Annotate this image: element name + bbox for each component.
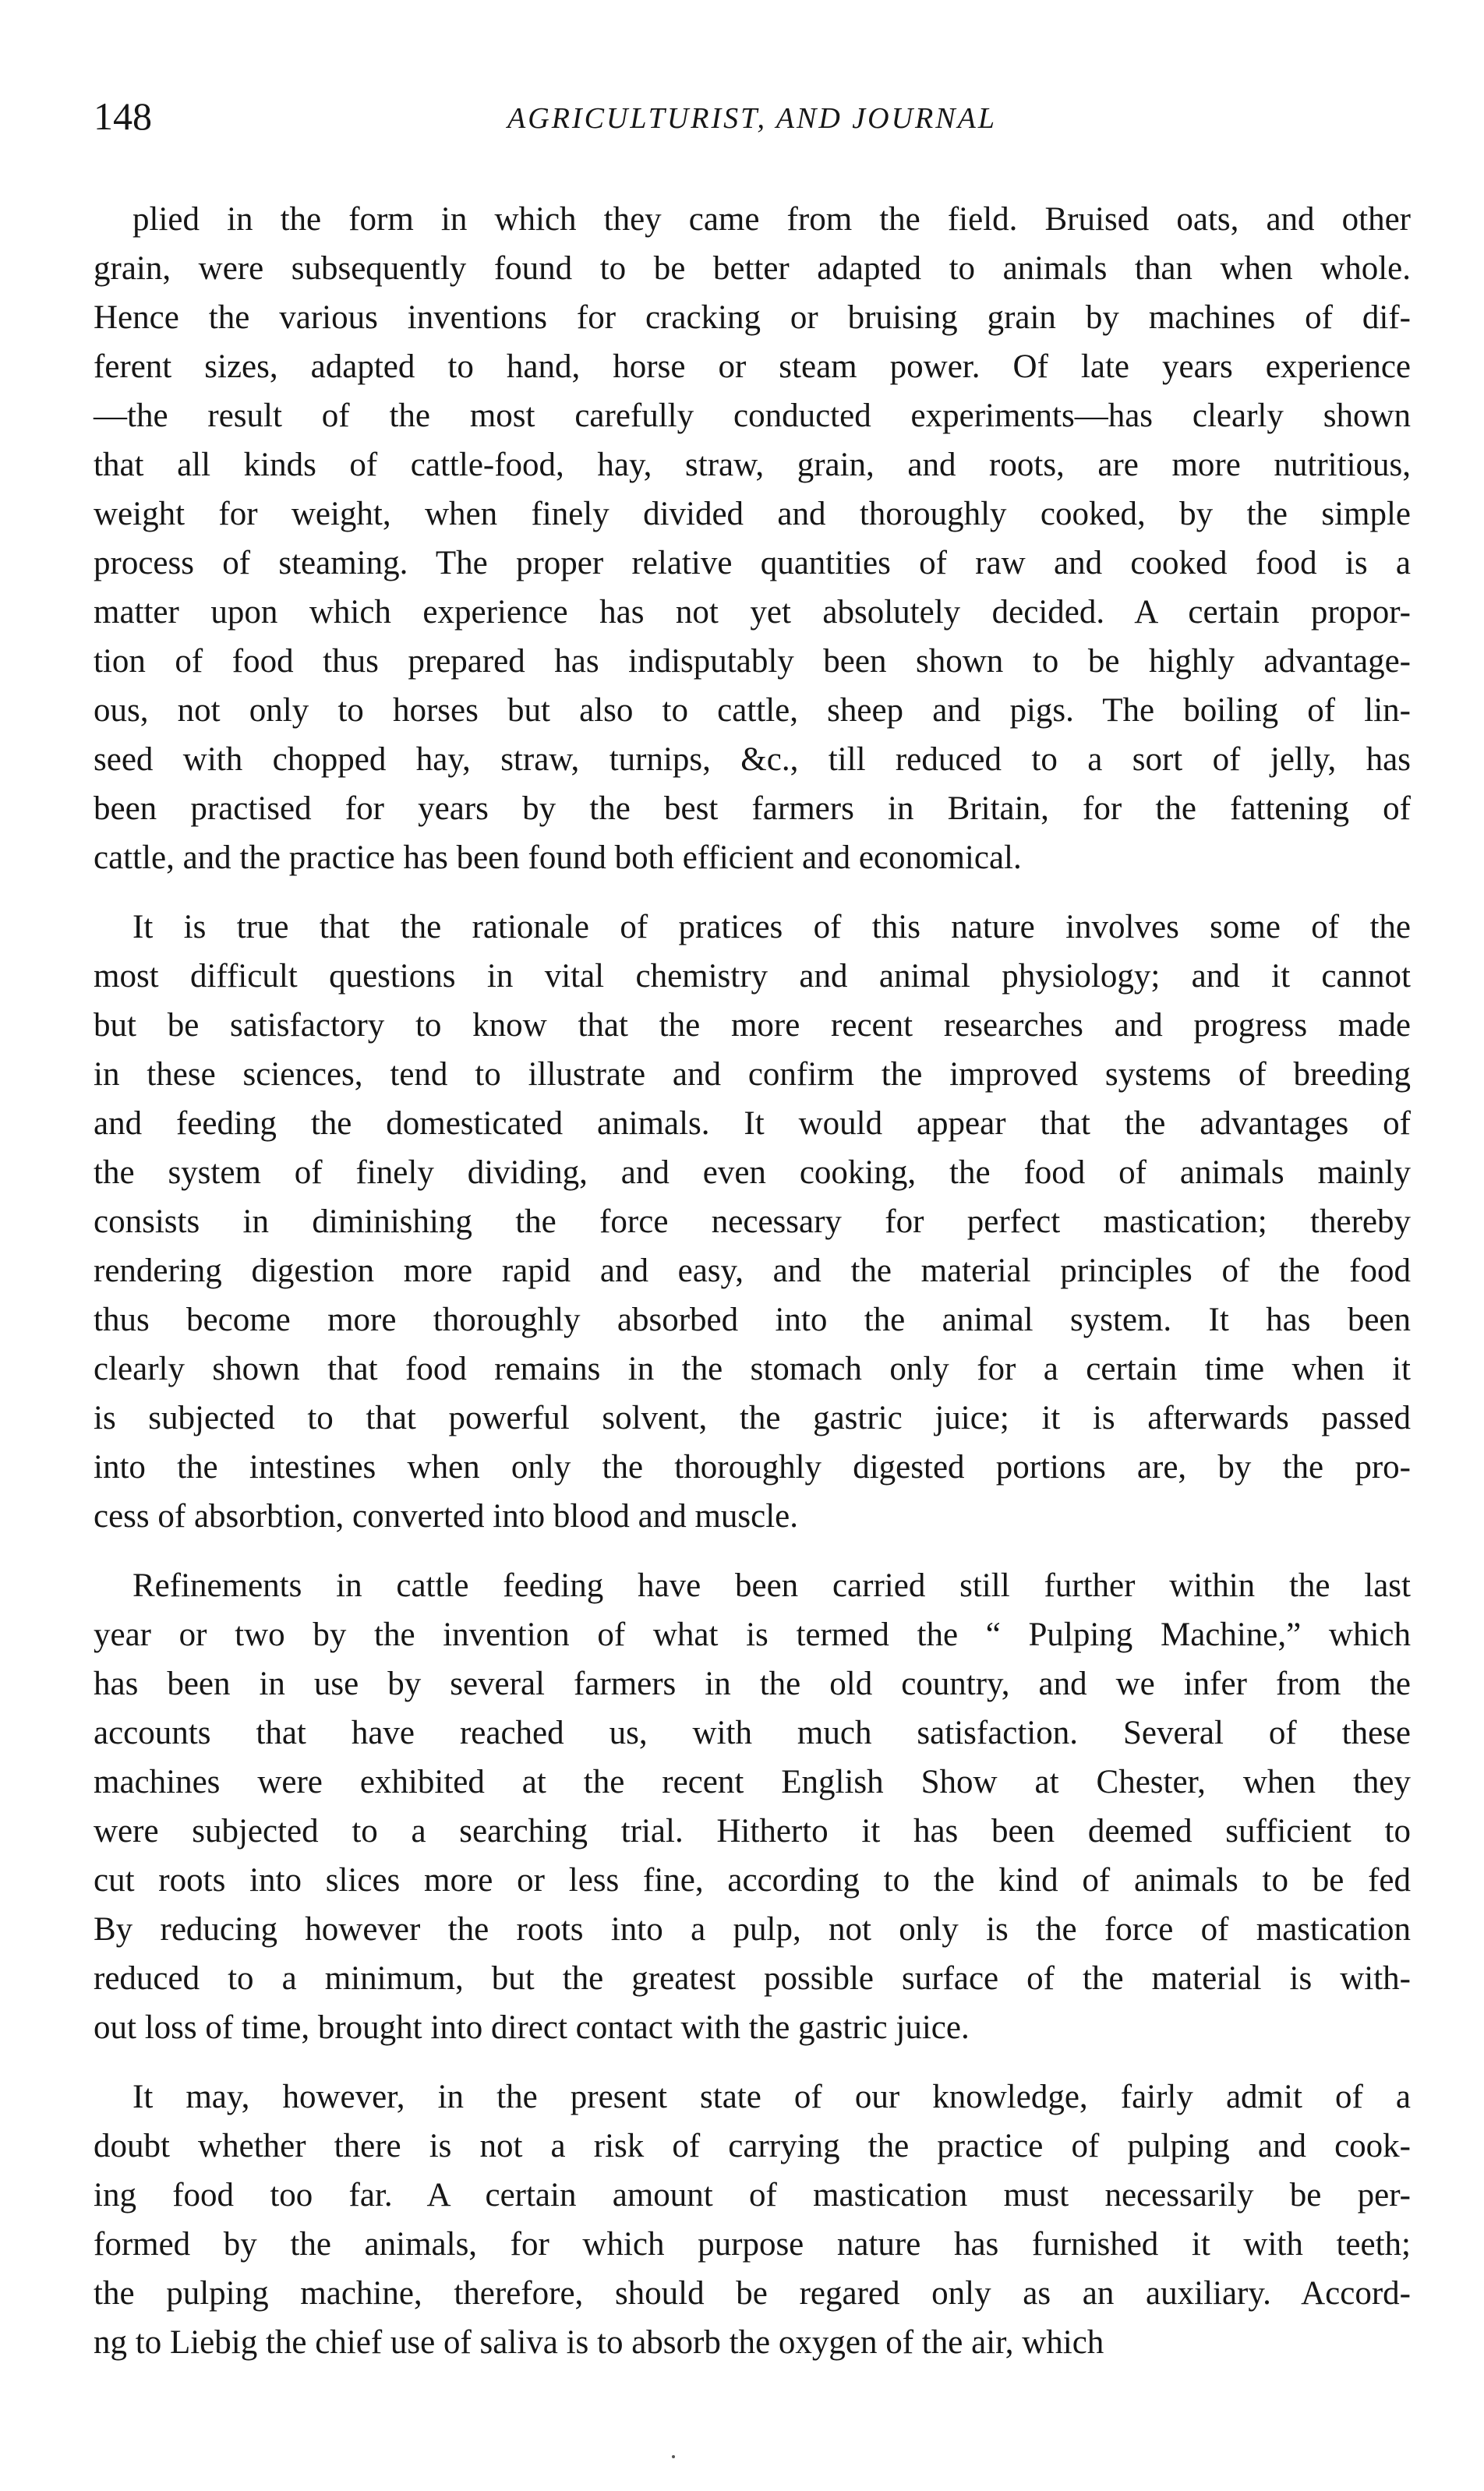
paragraph: [94, 195, 1411, 882]
text-line: cattle, and the practice has been found both efficient and economical.: [94, 839, 1022, 876]
text-line: ferent sizes, adapted to hand, horse or steam power. Of late years experience: [94, 348, 1411, 385]
text-line: ous, not only to horses but also to cattle, sheep and pigs. The boiling of lin-: [94, 692, 1411, 729]
text-line: seed with chopped hay, straw, turnips, &c., till reduced to a sort of jelly, has: [94, 741, 1411, 778]
text-line: year or two by the invention of what is termed the “ Pulping Machine,” which: [94, 1616, 1411, 1653]
text-line: but be satisfactory to know that the more recent researches and progress made: [94, 1007, 1411, 1044]
text-line: matter upon which experience has not yet absolutely decided. A certain propor-: [94, 594, 1411, 631]
text-line: formed by the animals, for which purpose nature has furnished it with teeth;: [94, 2226, 1411, 2263]
paragraph: [94, 903, 1411, 1541]
text-line: been practised for years by the best farmers in Britain, for the fattening of: [94, 790, 1411, 827]
text-line: weight for weight, when finely divided and thoroughly cooked, by the simple: [94, 496, 1411, 532]
text-line: and feeding the domesticated animals. It would appear that the advantages of: [94, 1105, 1411, 1142]
text-line: reduced to a minimum, but the greatest possible surface of the material is with-: [94, 1960, 1411, 1997]
text-line: Hence the various inventions for cracking or bruising grain by machines of dif-: [94, 299, 1411, 336]
text-line: is subjected to that powerful solvent, the gastric juice; it is afterwards passed: [94, 1400, 1411, 1436]
text-line: into the intestines when only the thoroughly digested portions are, by the pro-: [94, 1449, 1411, 1486]
text-line: accounts that have reached us, with much satisfaction. Several of these: [94, 1715, 1411, 1751]
text-line: that all kinds of cattle-food, hay, straw, grain, and roots, are more nutritious,: [94, 447, 1411, 483]
text-line: —the result of the most carefully conducted experiments—has clearly shown: [94, 398, 1411, 434]
text-line: process of steaming. The proper relative quantities of raw and cooked food is a: [94, 545, 1411, 581]
print-speck: [672, 2455, 675, 2458]
text-line: has been in use by several farmers in the old country, and we infer from the: [94, 1666, 1411, 1702]
text-line: It may, however, in the present state of our knowledge, fairly admit of a: [132, 2079, 1411, 2115]
text-line: thus become more thoroughly absorbed into the animal system. It has been: [94, 1302, 1411, 1338]
running-head: AGRICULTURIST, AND JOURNAL: [507, 102, 997, 135]
paragraph: [94, 2072, 1411, 2367]
text-line: consists in diminishing the force necessary for perfect mastication; thereby: [94, 1203, 1411, 1240]
text-line: out loss of time, brought into direct contact with the gastric juice.: [94, 2009, 970, 2046]
book-page: [94, 94, 1411, 2387]
text-line: It is true that the rationale of pratices of this nature involves some of the: [132, 909, 1411, 945]
text-line: grain, were subsequently found to be better adapted to animals than when whole.: [94, 250, 1411, 287]
text-line: in these sciences, tend to illustrate and confirm the improved systems of breeding: [94, 1056, 1411, 1093]
text-line: plied in the form in which they came from the field. Bruised oats, and other: [132, 201, 1411, 238]
body-text: [94, 195, 1411, 2367]
page-header: [94, 94, 1411, 164]
text-line: doubt whether there is not a risk of carrying the practice of pulping and cook-: [94, 2128, 1411, 2164]
text-line: cess of absorbtion, converted into blood and muscle.: [94, 1498, 798, 1535]
text-line: cut roots into slices more or less fine, according to the kind of animals to be fed: [94, 1862, 1411, 1899]
text-line: were subjected to a searching trial. Hitherto it has been deemed sufficient to: [94, 1813, 1411, 1850]
paragraph: [94, 1561, 1411, 2052]
text-line: By reducing however the roots into a pulp, not only is the force of mastication: [94, 1911, 1411, 1948]
text-line: rendering digestion more rapid and easy, and the material principles of the food: [94, 1253, 1411, 1289]
text-line: most difficult questions in vital chemistry and animal physiology; and it cannot: [94, 958, 1411, 995]
text-line: ng to Liebig the chief use of saliva is to absorb the oxygen of the air, which: [94, 2324, 1104, 2361]
text-line: the system of finely dividing, and even cooking, the food of animals mainly: [94, 1154, 1411, 1191]
text-line: ing food too far. A certain amount of mastication must necessarily be per-: [94, 2177, 1411, 2214]
text-line: machines were exhibited at the recent English Show at Chester, when they: [94, 1764, 1411, 1800]
text-line: the pulping machine, therefore, should be regared only as an auxiliary. Accord-: [94, 2275, 1411, 2312]
text-line: tion of food thus prepared has indisputably been shown to be highly advantage-: [94, 643, 1411, 680]
text-line: Refinements in cattle feeding have been carried still further within the last: [132, 1567, 1411, 1604]
text-line: clearly shown that food remains in the stomach only for a certain time when it: [94, 1351, 1411, 1387]
page-number: 148: [94, 94, 152, 138]
